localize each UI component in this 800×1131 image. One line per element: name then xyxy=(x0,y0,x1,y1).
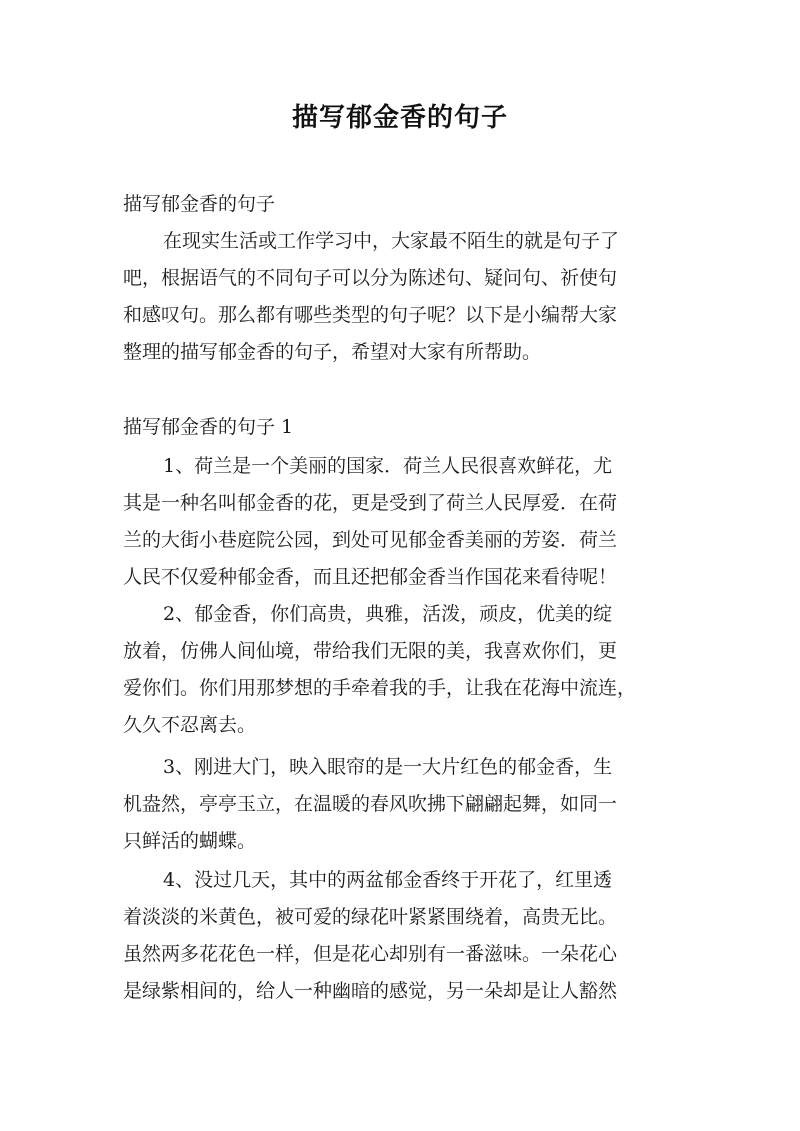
paragraph-4 xyxy=(123,862,683,1010)
intro-heading: 描写郁金香的句子 xyxy=(123,193,276,215)
intro-line: 整理的描写郁金香的句子，希望对大家有所帮助。 xyxy=(123,341,542,363)
section-heading: 描写郁金香的句子 1 xyxy=(123,416,294,438)
paragraph-2 xyxy=(123,596,683,744)
document-title: 描写郁金香的句子 xyxy=(291,103,508,133)
paragraph-line: 着淡淡的米黄色，被可爱的绿花叶紧紧围绕着，高贵无比。 xyxy=(123,906,618,928)
paragraph-line: 久久不忍离去。 xyxy=(123,714,257,736)
intro-line: 在现实生活或工作学习中，大家最不陌生的就是句子了 xyxy=(163,230,620,252)
paragraph-line: 放着，仿佛人间仙境，带给我们无限的美，我喜欢你们，更 xyxy=(123,640,618,662)
paragraph-line: 机盎然，亭亭玉立，在温暖的春风吹拂下翩翩起舞，如同一 xyxy=(123,793,618,815)
paragraph-1 xyxy=(123,448,683,596)
paragraph-line: 爱你们。你们用那梦想的手牵着我的手，让我在花海中流连， xyxy=(123,677,637,699)
intro-line: 吧，根据语气的不同句子可以分为陈述句、疑问句、祈使句 xyxy=(123,267,618,289)
intro-line: 和感叹句。那么都有哪些类型的句子呢？以下是小编帮大家 xyxy=(123,304,618,326)
intro-paragraph xyxy=(123,223,683,371)
paragraph-line: 人民不仅爱种郁金香，而且还把郁金香当作国花来看待呢！ xyxy=(123,566,618,588)
paragraph-line: 兰的大街小巷庭院公园，到处可见郁金香美丽的芳姿．荷兰 xyxy=(123,529,618,551)
paragraph-line: 是绿紫相间的，给人一种幽暗的感觉，另一朵却是让人豁然 xyxy=(123,980,618,1002)
paragraph-line: 其是一种名叫郁金香的花，更是受到了荷兰人民厚爱．在荷 xyxy=(123,492,618,514)
paragraph-line: 1、荷兰是一个美丽的国家．荷兰人民很喜欢鲜花，尤 xyxy=(163,455,613,477)
paragraph-line: 2、郁金香，你们高贵，典雅，活泼，顽皮，优美的绽 xyxy=(163,603,613,625)
paragraph-line: 4、没过几天，其中的两盆郁金香终于开花了，红里透 xyxy=(163,869,613,891)
paragraph-line: 只鲜活的蝴蝶。 xyxy=(123,830,257,852)
paragraph-3 xyxy=(123,749,683,860)
paragraph-line: 3、刚进大门，映入眼帘的是一大片红色的郁金香，生 xyxy=(163,756,613,778)
paragraph-line: 虽然两多花花色一样，但是花心却别有一番滋味。一朵花心 xyxy=(123,943,618,965)
